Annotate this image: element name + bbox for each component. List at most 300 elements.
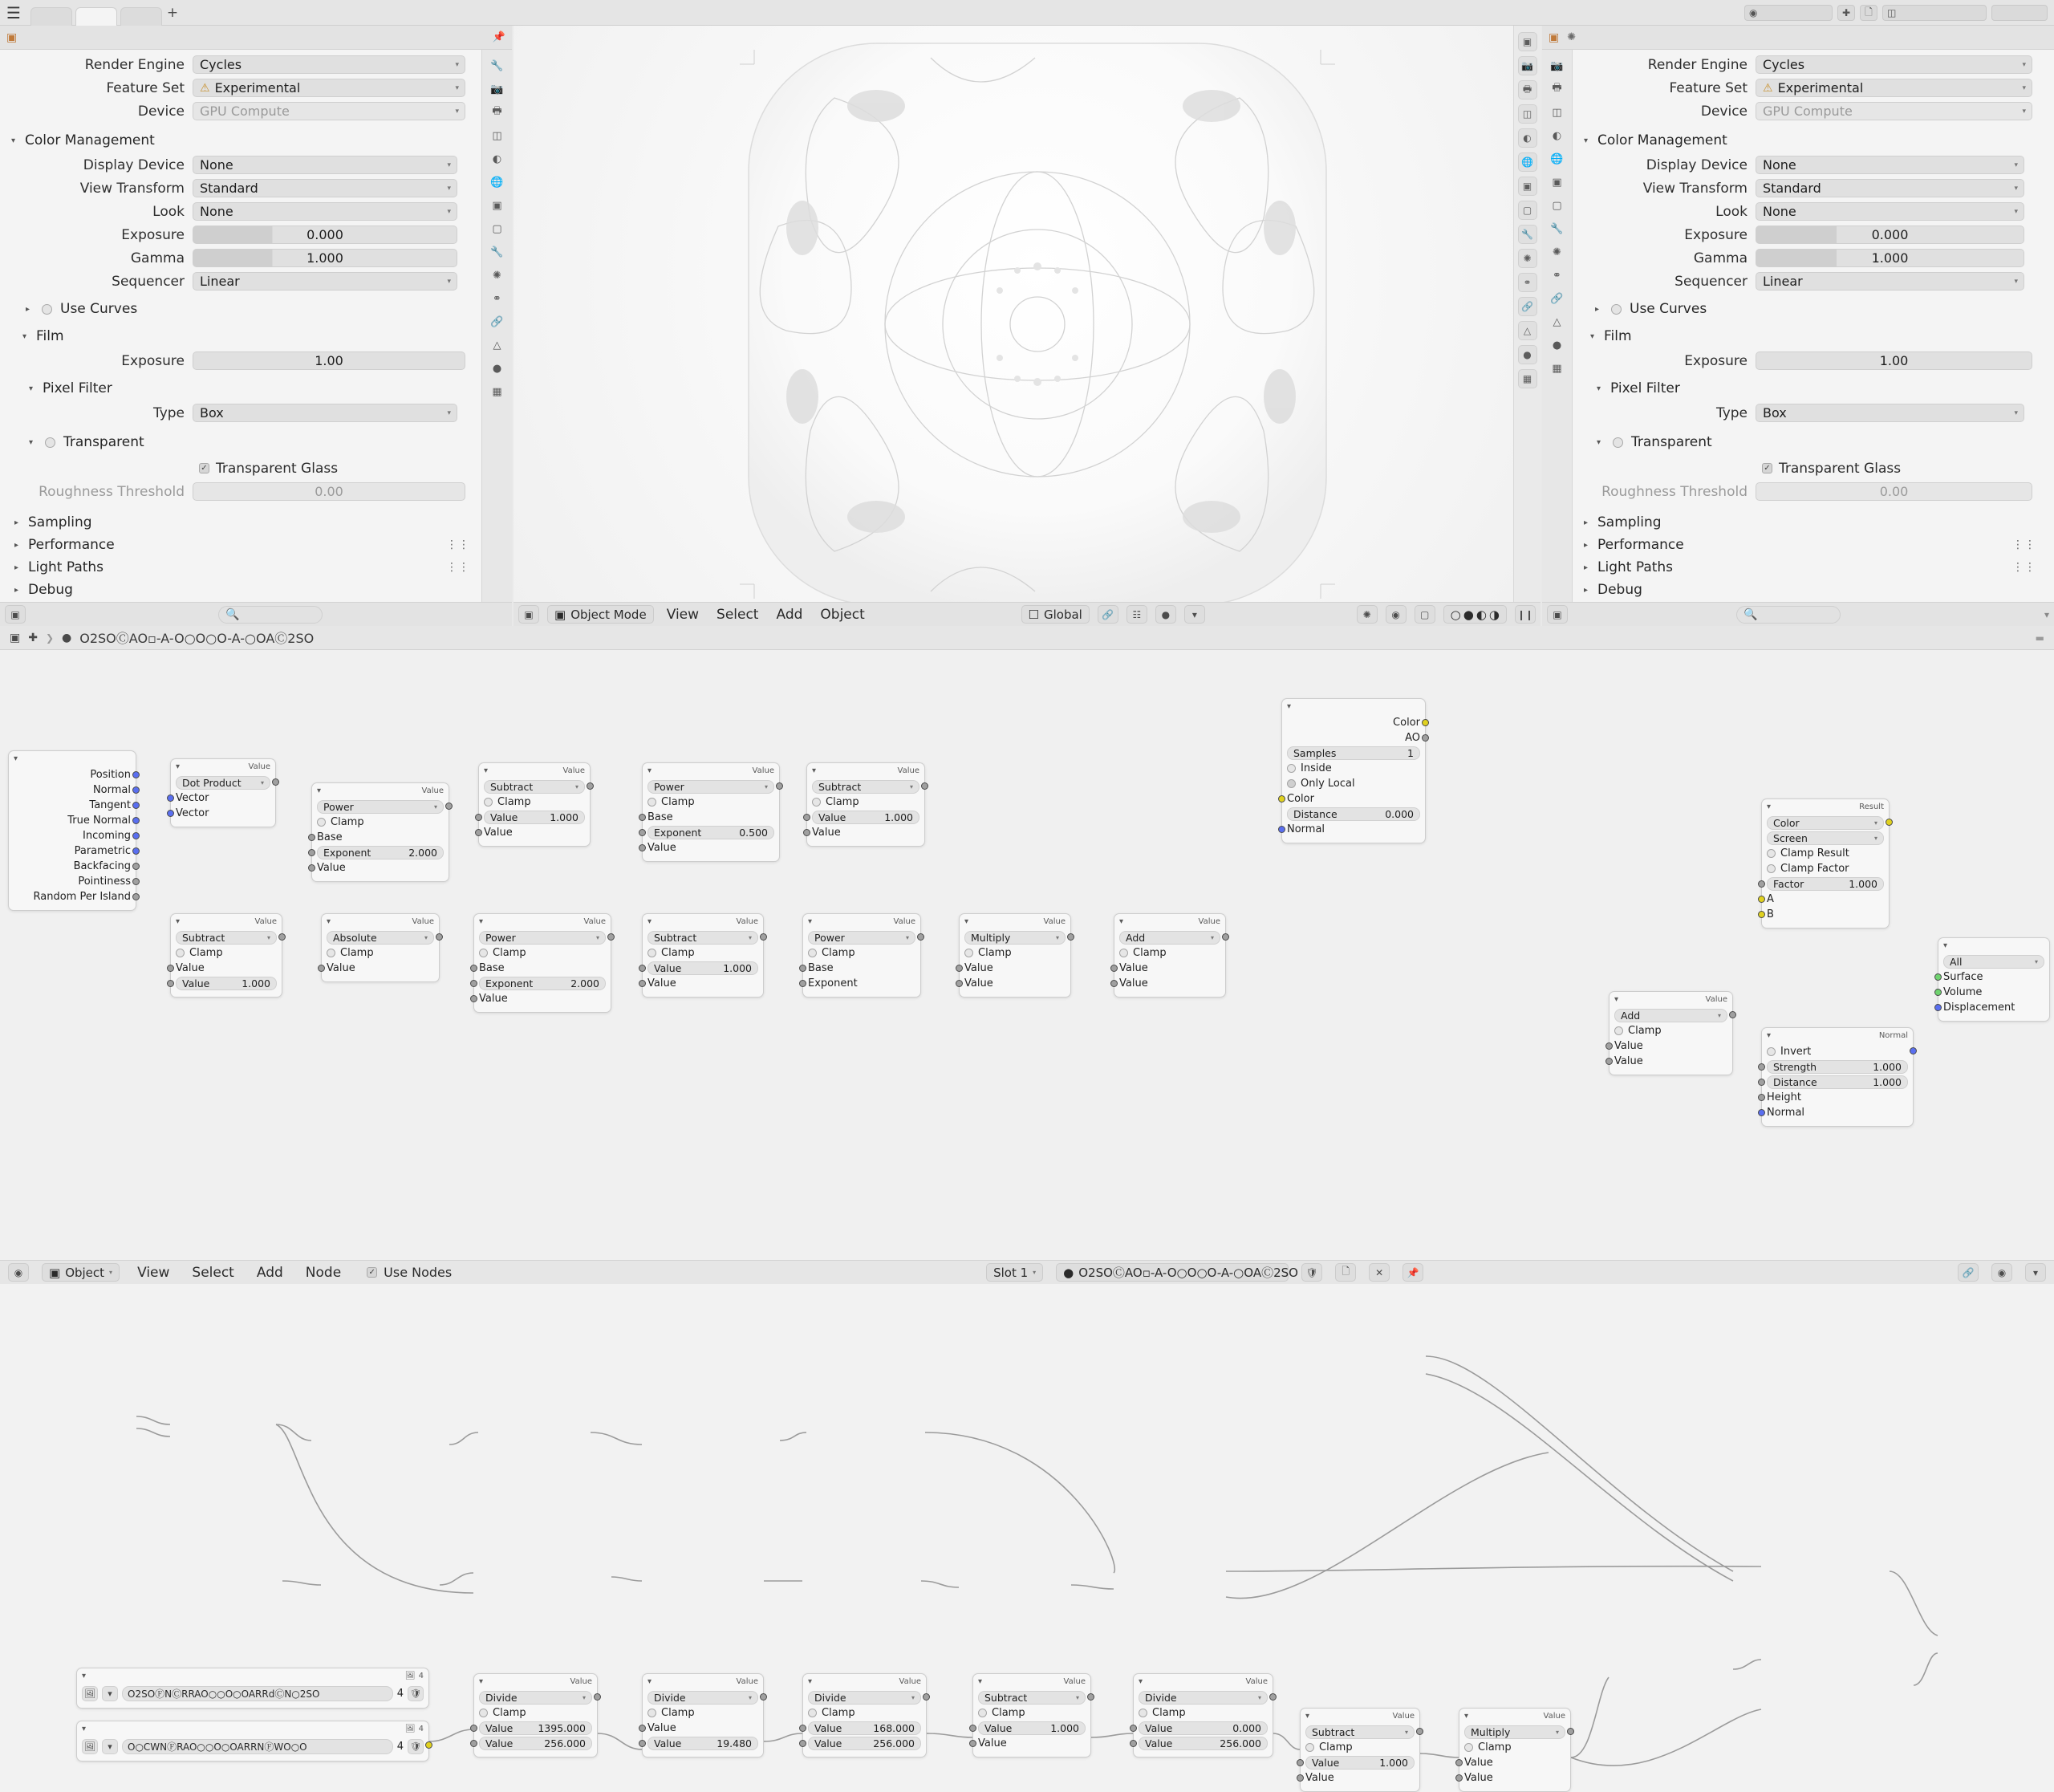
world-icon[interactable]: 🌐: [1518, 152, 1537, 172]
socket-value-out[interactable]: [1567, 1728, 1574, 1735]
tab-constraint-icon[interactable]: 🔗: [490, 315, 504, 328]
node-header[interactable]: [171, 914, 282, 929]
operation-dropdown[interactable]: Power ▾: [647, 780, 774, 794]
performance-section[interactable]: [1584, 535, 2051, 555]
tab-material-icon[interactable]: ●: [1552, 339, 1562, 351]
socket-value-out[interactable]: [436, 933, 443, 941]
hamburger-icon[interactable]: ☰: [6, 2, 21, 22]
clamp-checkbox[interactable]: [484, 798, 493, 807]
socket-value-out[interactable]: [594, 1693, 601, 1701]
tab-viewlayer-icon[interactable]: ◫: [1552, 106, 1562, 119]
rendered-shading-icon[interactable]: ◑: [1488, 607, 1500, 622]
gamma-slider[interactable]: [193, 249, 457, 267]
film-exposure-field[interactable]: [193, 351, 465, 370]
operation-dropdown[interactable]: Subtract ▾: [978, 1691, 1086, 1705]
socket-value-1[interactable]: [470, 1725, 477, 1732]
add-icon[interactable]: ✚: [28, 631, 38, 644]
tab-scene-icon[interactable]: ◐: [1552, 129, 1562, 142]
node-header[interactable]: [960, 914, 1070, 929]
socket-value-1[interactable]: [1110, 965, 1118, 972]
editor-type-icon[interactable]: ▣: [6, 30, 18, 44]
node-mix-result[interactable]: [1761, 798, 1890, 929]
pixel-filter-type-dropdown[interactable]: [193, 404, 457, 422]
socket-value-out[interactable]: [587, 782, 594, 790]
light-paths-options-icon[interactable]: ⋮⋮: [446, 561, 470, 574]
clamp-checkbox[interactable]: [812, 798, 821, 807]
node-math-subtract-5[interactable]: [972, 1673, 1091, 1757]
clamp-checkbox[interactable]: [176, 949, 185, 957]
socket-exponent[interactable]: [639, 829, 646, 836]
node-header[interactable]: [474, 1674, 597, 1688]
node-header[interactable]: ▾ 🖼 4: [82, 1724, 424, 1733]
samples-field[interactable]: Samples 1: [1287, 746, 1420, 760]
target-dropdown[interactable]: All ▾: [1943, 955, 2044, 969]
scene-selector[interactable]: [1744, 5, 1833, 21]
socket-value-1[interactable]: [803, 814, 810, 821]
socket-a[interactable]: [1758, 896, 1765, 903]
tab-modifier-icon[interactable]: 🔧: [490, 246, 504, 258]
breadcrumb-material-name[interactable]: O2SOⒸAO▫-A-O○O○O-A-○OAⒸ2SO: [79, 631, 315, 646]
socket-value-2[interactable]: [803, 829, 810, 836]
proportional-falloff-icon[interactable]: ▾: [1184, 605, 1205, 624]
tab-scene-icon[interactable]: ◐: [492, 152, 502, 165]
camera-icon[interactable]: 📷: [1518, 56, 1537, 75]
operation-dropdown[interactable]: Multiply ▾: [1464, 1725, 1565, 1739]
socket-b[interactable]: [1758, 911, 1765, 918]
socket-value-out[interactable]: [1067, 933, 1074, 941]
shield-icon[interactable]: 🛡: [408, 1739, 424, 1754]
clamp-checkbox[interactable]: [1139, 1709, 1147, 1717]
tab-tool-icon[interactable]: 🔧: [490, 59, 504, 72]
clamp-row[interactable]: Clamp: [812, 794, 919, 810]
object-mode-dropdown[interactable]: [547, 605, 654, 624]
shield-icon[interactable]: 🛡: [408, 1686, 424, 1701]
node-math-add-2[interactable]: [1609, 991, 1733, 1075]
viewlayer-icon[interactable]: ◫: [1518, 104, 1537, 124]
roughness-threshold-field[interactable]: [193, 482, 465, 501]
socket-value-out[interactable]: [921, 782, 928, 790]
socket-factor[interactable]: [1758, 880, 1765, 888]
tab-particles-icon[interactable]: ✺: [493, 269, 501, 282]
sampling-section[interactable]: [1584, 513, 2051, 532]
use-curves-checkbox[interactable]: [1611, 304, 1622, 315]
clamp-row[interactable]: Clamp: [1614, 1023, 1727, 1038]
constraint-icon[interactable]: 🔗: [1518, 297, 1537, 316]
debug-section[interactable]: [14, 580, 481, 599]
menu-view[interactable]: View: [666, 606, 700, 623]
search-input[interactable]: [1736, 606, 1841, 624]
node-header[interactable]: [643, 763, 779, 778]
value-field-1[interactable]: Value 168.000: [808, 1721, 921, 1735]
tab-texture-icon[interactable]: ▦: [1552, 362, 1562, 375]
clamp-row[interactable]: Clamp: [1305, 1740, 1415, 1755]
node-header[interactable]: [9, 751, 136, 766]
tab-physics-icon[interactable]: ⚭: [493, 292, 501, 305]
menu-object[interactable]: Object: [820, 606, 865, 623]
operation-dropdown[interactable]: Dot Product ▾: [176, 776, 270, 790]
tab-world-icon[interactable]: 🌐: [490, 176, 504, 189]
snap-icon[interactable]: 🔗: [1958, 1263, 1979, 1282]
look-dropdown[interactable]: [1756, 202, 2024, 221]
node-header[interactable]: [1762, 1028, 1913, 1042]
copy-scene-button[interactable]: 🗋: [1860, 5, 1877, 21]
tab-output-icon[interactable]: 🖶: [492, 105, 502, 117]
socket-value-1[interactable]: [1455, 1759, 1463, 1766]
node-math-subtract-2[interactable]: [806, 762, 925, 847]
snap-magnet-icon[interactable]: 🔗: [1098, 605, 1118, 624]
value-field-1[interactable]: Value 0.000: [1139, 1721, 1268, 1735]
value-field[interactable]: Value 1.000: [176, 977, 277, 990]
clamp-row[interactable]: Clamp: [978, 1705, 1086, 1721]
inside-checkbox[interactable]: [1287, 764, 1296, 773]
socket-volume[interactable]: [1934, 989, 1942, 996]
socket-true-normal[interactable]: [132, 817, 140, 824]
operation-dropdown[interactable]: Add ▾: [1614, 1009, 1727, 1022]
socket-exponent[interactable]: [470, 980, 477, 987]
operation-dropdown[interactable]: Subtract ▾: [1305, 1725, 1415, 1739]
socket-value-1[interactable]: [1297, 1759, 1304, 1766]
printer-icon[interactable]: 🖶: [1518, 80, 1537, 100]
value-field-2[interactable]: Value 256.000: [808, 1737, 921, 1750]
operation-dropdown[interactable]: Divide ▾: [479, 1691, 592, 1705]
use-curves-section[interactable]: [1595, 299, 2051, 319]
collection-icon[interactable]: ▣: [1518, 177, 1537, 196]
socket-backfacing[interactable]: [132, 863, 140, 870]
socket-exponent[interactable]: [799, 980, 806, 987]
socket-displacement[interactable]: [1934, 1004, 1942, 1011]
value-field[interactable]: Value 1.000: [484, 811, 585, 824]
clamp-row[interactable]: Clamp: [479, 1705, 592, 1721]
clamp-checkbox[interactable]: [647, 1709, 656, 1717]
menu-add[interactable]: Add: [776, 606, 803, 623]
browse-image-icon[interactable]: 🖼: [82, 1739, 98, 1754]
socket-color-out[interactable]: [1422, 719, 1429, 726]
options-icon[interactable]: ▾: [2025, 1263, 2046, 1282]
exponent-field[interactable]: Exponent 2.000: [317, 846, 444, 859]
socket-color-in[interactable]: [1278, 795, 1285, 803]
node-header[interactable]: [1114, 914, 1225, 929]
options-icon[interactable]: ▾: [2044, 608, 2049, 620]
physics-icon[interactable]: ⚭: [1518, 273, 1537, 292]
display-device-dropdown[interactable]: [1756, 156, 2024, 174]
node-image-textures[interactable]: [76, 1668, 429, 1709]
operation-dropdown[interactable]: Absolute ▾: [327, 931, 434, 945]
node-header[interactable]: [322, 914, 439, 929]
clamp-result-checkbox[interactable]: [1767, 849, 1776, 858]
node-math-subtract-1[interactable]: [478, 762, 591, 847]
transparent-glass-check[interactable]: [199, 461, 338, 477]
tab-viewlayer-icon[interactable]: ◫: [492, 129, 502, 142]
clamp-checkbox[interactable]: [1614, 1026, 1623, 1035]
view-transform-dropdown[interactable]: [193, 179, 457, 197]
gamma-slider[interactable]: [1756, 249, 2024, 267]
socket-vector-1[interactable]: [167, 794, 174, 802]
color-management-section[interactable]: [1584, 131, 2051, 150]
socket-value-2[interactable]: [1605, 1058, 1613, 1065]
node-header[interactable]: [803, 914, 920, 929]
value-field-2[interactable]: Value 256.000: [1139, 1737, 1268, 1750]
socket-value-out[interactable]: [1222, 933, 1229, 941]
node-ambient-occlusion[interactable]: [1281, 698, 1426, 843]
wireframe-shading-icon[interactable]: ○: [1450, 607, 1461, 622]
value-field[interactable]: Value 1.000: [1305, 1756, 1415, 1770]
node-geometry[interactable]: [8, 750, 136, 911]
solid-shading-icon[interactable]: ●: [1463, 607, 1474, 622]
tab-constraint-icon[interactable]: 🔗: [1550, 292, 1564, 305]
tab-texture-icon[interactable]: ▦: [492, 385, 502, 398]
data-icon[interactable]: △: [1518, 321, 1537, 340]
operation-dropdown[interactable]: Multiply ▾: [964, 931, 1066, 945]
exposure-slider[interactable]: [1756, 226, 2024, 244]
socket-base[interactable]: [639, 814, 646, 821]
socket-incoming[interactable]: [132, 832, 140, 839]
viewport-overlays-icon[interactable]: ◉: [1386, 605, 1407, 624]
socket-value-1[interactable]: [1130, 1725, 1137, 1732]
socket-value-1[interactable]: [1605, 1042, 1613, 1050]
socket-value-2[interactable]: [475, 829, 482, 836]
node-header[interactable]: [479, 763, 590, 778]
node-header[interactable]: [1938, 938, 2049, 953]
node-header[interactable]: [312, 783, 449, 798]
socket-value-2[interactable]: [167, 980, 174, 987]
filter-icon[interactable]: ✺: [1567, 31, 1577, 43]
data-type-dropdown[interactable]: Color ▾: [1767, 816, 1884, 830]
socket-strength[interactable]: [1758, 1063, 1765, 1071]
clamp-row[interactable]: Clamp: [327, 945, 434, 961]
value-field[interactable]: Value 19.480: [647, 1737, 758, 1750]
workspace-tab-1[interactable]: [30, 7, 72, 26]
menu-add[interactable]: Add: [256, 1264, 283, 1281]
socket-value-2[interactable]: [799, 1740, 806, 1747]
node-header[interactable]: [1282, 699, 1425, 713]
clamp-row[interactable]: Clamp: [808, 1705, 921, 1721]
socket-parametric[interactable]: [132, 847, 140, 855]
node-math-subtract-4[interactable]: [642, 913, 764, 998]
socket-value-out[interactable]: [1729, 1011, 1736, 1018]
tab-render-icon[interactable]: 📷: [490, 83, 504, 95]
socket-value-1[interactable]: [956, 965, 963, 972]
overlay-icon[interactable]: ◉: [1991, 1263, 2012, 1282]
socket-value-out[interactable]: [272, 778, 279, 786]
clamp-row[interactable]: Clamp: [647, 794, 774, 810]
socket-ao-out[interactable]: [1422, 734, 1429, 742]
particles-icon[interactable]: ✺: [1518, 249, 1537, 268]
socket-value[interactable]: [470, 995, 477, 1002]
light-paths-options-icon[interactable]: ⋮⋮: [2012, 561, 2036, 574]
clamp-row[interactable]: Clamp: [479, 945, 606, 961]
node-material-output[interactable]: [1938, 937, 2050, 1022]
view-transform-dropdown[interactable]: [1756, 179, 2024, 197]
socket-height[interactable]: [1758, 1094, 1765, 1101]
node-header[interactable]: [1762, 799, 1889, 814]
node-header[interactable]: [171, 759, 275, 774]
transparent-section[interactable]: [29, 433, 481, 452]
unlink-material-icon[interactable]: ✕: [1369, 1263, 1390, 1282]
sequencer-dropdown[interactable]: [193, 272, 457, 291]
factor-field[interactable]: Factor 1.000: [1767, 877, 1884, 891]
tab-physics-icon[interactable]: ⚭: [1553, 269, 1561, 282]
search-input[interactable]: [218, 606, 323, 624]
workspace-tab-3[interactable]: [120, 7, 162, 26]
value-field-2[interactable]: Value 256.000: [479, 1737, 592, 1750]
menu-select[interactable]: Select: [192, 1264, 234, 1281]
distance-field[interactable]: Distance 1.000: [1767, 1075, 1908, 1089]
operation-dropdown[interactable]: Add ▾: [1119, 931, 1220, 945]
socket-surface[interactable]: [1934, 973, 1942, 981]
socket-vector-2[interactable]: [167, 810, 174, 817]
socket-value-2[interactable]: [956, 980, 963, 987]
socket-value[interactable]: [318, 965, 325, 972]
clamp-checkbox[interactable]: [647, 949, 656, 957]
socket-value-1[interactable]: [799, 1725, 806, 1732]
light-paths-section[interactable]: [14, 558, 481, 577]
editor-type-button[interactable]: ▣: [1547, 605, 1568, 624]
socket-value-2[interactable]: [1110, 980, 1118, 987]
tab-world-icon[interactable]: 🌐: [1550, 152, 1564, 165]
value-field[interactable]: Value 1.000: [812, 811, 919, 824]
clamp-row[interactable]: Clamp: [1464, 1740, 1565, 1755]
editor-type-button[interactable]: ▣: [5, 605, 26, 624]
socket-random-per-island[interactable]: [132, 893, 140, 900]
node-header[interactable]: [643, 1674, 763, 1688]
clamp-factor-row[interactable]: Clamp Factor: [1767, 861, 1884, 876]
tab-data-icon[interactable]: △: [493, 339, 501, 351]
object-icon[interactable]: ▣: [10, 631, 21, 644]
operation-dropdown[interactable]: Subtract ▾: [812, 780, 919, 794]
only-local-row[interactable]: Only Local: [1287, 776, 1420, 791]
socket-value-out[interactable]: [1416, 1728, 1423, 1735]
new-material-icon[interactable]: 🗋: [1335, 1263, 1356, 1282]
tab-particles-icon[interactable]: ✺: [1553, 246, 1561, 258]
socket-value-2[interactable]: [969, 1740, 976, 1747]
socket-value-1[interactable]: [639, 1725, 646, 1732]
clamp-checkbox[interactable]: [317, 818, 326, 827]
image-name-field[interactable]: O○CWNⒻRAO○○O○OARRNⒻWO○O: [122, 1739, 393, 1754]
exponent-field[interactable]: Exponent 2.000: [479, 977, 606, 990]
socket-normal-out[interactable]: [1910, 1047, 1917, 1054]
slot-dropdown[interactable]: [986, 1263, 1043, 1282]
wrench-icon[interactable]: 🔧: [1518, 225, 1537, 244]
node-header[interactable]: [973, 1674, 1090, 1688]
node-math-power-4[interactable]: [802, 913, 921, 998]
color-management-section[interactable]: [11, 131, 481, 150]
snap-settings-icon[interactable]: ☷: [1126, 605, 1147, 624]
node-math-divide-2[interactable]: [642, 1673, 764, 1757]
clamp-checkbox[interactable]: [964, 949, 973, 957]
render-engine-dropdown[interactable]: [193, 55, 465, 74]
socket-base[interactable]: [470, 965, 477, 972]
socket-position[interactable]: [132, 771, 140, 778]
socket-value-out[interactable]: [1269, 1693, 1277, 1701]
editor-type-button[interactable]: ◉: [8, 1263, 29, 1282]
transparent-checkbox[interactable]: [1613, 437, 1623, 448]
node-header[interactable]: [643, 914, 763, 929]
performance-section[interactable]: [14, 535, 481, 555]
clamp-row[interactable]: Clamp: [647, 1705, 758, 1721]
transparent-glass-check[interactable]: [1762, 461, 1901, 477]
tab-material-icon[interactable]: ●: [492, 362, 502, 375]
only-local-checkbox[interactable]: [1287, 779, 1296, 788]
socket-base[interactable]: [799, 965, 806, 972]
device-dropdown[interactable]: [1756, 102, 2032, 120]
object-icon[interactable]: ▢: [1518, 201, 1537, 220]
tab-object-icon[interactable]: ▢: [492, 222, 502, 235]
clamp-row[interactable]: Clamp: [808, 945, 915, 961]
socket-value-out[interactable]: [445, 803, 453, 810]
socket-value-2[interactable]: [1130, 1740, 1137, 1747]
strength-field[interactable]: Strength 1.000: [1767, 1060, 1908, 1074]
value-field[interactable]: Value 1.000: [647, 961, 758, 975]
xray-toggle-icon[interactable]: ▢: [1415, 605, 1435, 624]
proportional-edit-icon[interactable]: ●: [1155, 605, 1176, 624]
exposure-slider[interactable]: [193, 226, 457, 244]
pin-icon[interactable]: 📌: [492, 31, 505, 43]
clamp-checkbox[interactable]: [808, 949, 817, 957]
viewport-gizmo-icon[interactable]: ✺: [1357, 605, 1378, 624]
socket-value-out[interactable]: [917, 933, 924, 941]
exponent-field[interactable]: Exponent 0.500: [647, 826, 774, 839]
node-header[interactable]: [1134, 1674, 1273, 1688]
operation-dropdown[interactable]: Divide ▾: [647, 1691, 758, 1705]
tab-modifier-icon[interactable]: 🔧: [1550, 222, 1564, 235]
socket-normal-in[interactable]: [1758, 1109, 1765, 1116]
socket-value-1[interactable]: [969, 1725, 976, 1732]
operation-dropdown[interactable]: Power ▾: [479, 931, 606, 945]
operation-dropdown[interactable]: Power ▾: [317, 800, 444, 814]
use-nodes-check[interactable]: [367, 1265, 452, 1280]
new-scene-button[interactable]: ✚: [1837, 5, 1855, 21]
clamp-checkbox[interactable]: [647, 798, 656, 807]
clamp-factor-checkbox[interactable]: [1767, 864, 1776, 873]
scene-icon[interactable]: ◐: [1518, 128, 1537, 148]
node-header[interactable]: [1459, 1709, 1570, 1723]
clamp-checkbox[interactable]: [1119, 949, 1128, 957]
render-engine-dropdown[interactable]: [1756, 55, 2032, 74]
socket-value-2[interactable]: [1297, 1774, 1304, 1782]
operation-dropdown[interactable]: Divide ▾: [808, 1691, 921, 1705]
socket-value-1[interactable]: [167, 965, 174, 972]
add-workspace-button[interactable]: +: [166, 4, 179, 21]
film-section[interactable]: [22, 327, 481, 346]
material-shading-icon[interactable]: ◐: [1476, 607, 1487, 622]
image-datablock-icon[interactable]: ▾: [102, 1686, 118, 1701]
sequencer-dropdown[interactable]: [1756, 272, 2024, 291]
socket-pointiness[interactable]: [132, 878, 140, 885]
clamp-checkbox[interactable]: [808, 1709, 817, 1717]
feature-set-dropdown[interactable]: [193, 79, 465, 97]
clamp-checkbox[interactable]: [978, 1709, 987, 1717]
clamp-row[interactable]: Clamp: [647, 945, 758, 961]
viewport-3d[interactable]: [514, 26, 1540, 626]
node-math-absolute[interactable]: [321, 913, 440, 982]
clamp-row[interactable]: Clamp: [964, 945, 1066, 961]
socket-color-out[interactable]: [425, 1741, 432, 1749]
clamp-row[interactable]: Clamp: [484, 794, 585, 810]
value-field[interactable]: Value 1.000: [978, 1721, 1086, 1735]
editor-type-button[interactable]: ▣: [518, 605, 539, 624]
socket-value-out[interactable]: [760, 1693, 767, 1701]
node-math-power-2[interactable]: [642, 762, 780, 862]
socket-tangent[interactable]: [132, 802, 140, 809]
clamp-checkbox[interactable]: [479, 949, 488, 957]
node-math-divide-3[interactable]: [802, 1673, 927, 1757]
socket-value[interactable]: [308, 864, 315, 872]
node-header[interactable]: [803, 1674, 926, 1688]
socket-base[interactable]: [308, 834, 315, 841]
node-image-textures-2[interactable]: [76, 1721, 429, 1762]
inside-row[interactable]: Inside: [1287, 761, 1420, 776]
socket-value-2[interactable]: [639, 980, 646, 987]
